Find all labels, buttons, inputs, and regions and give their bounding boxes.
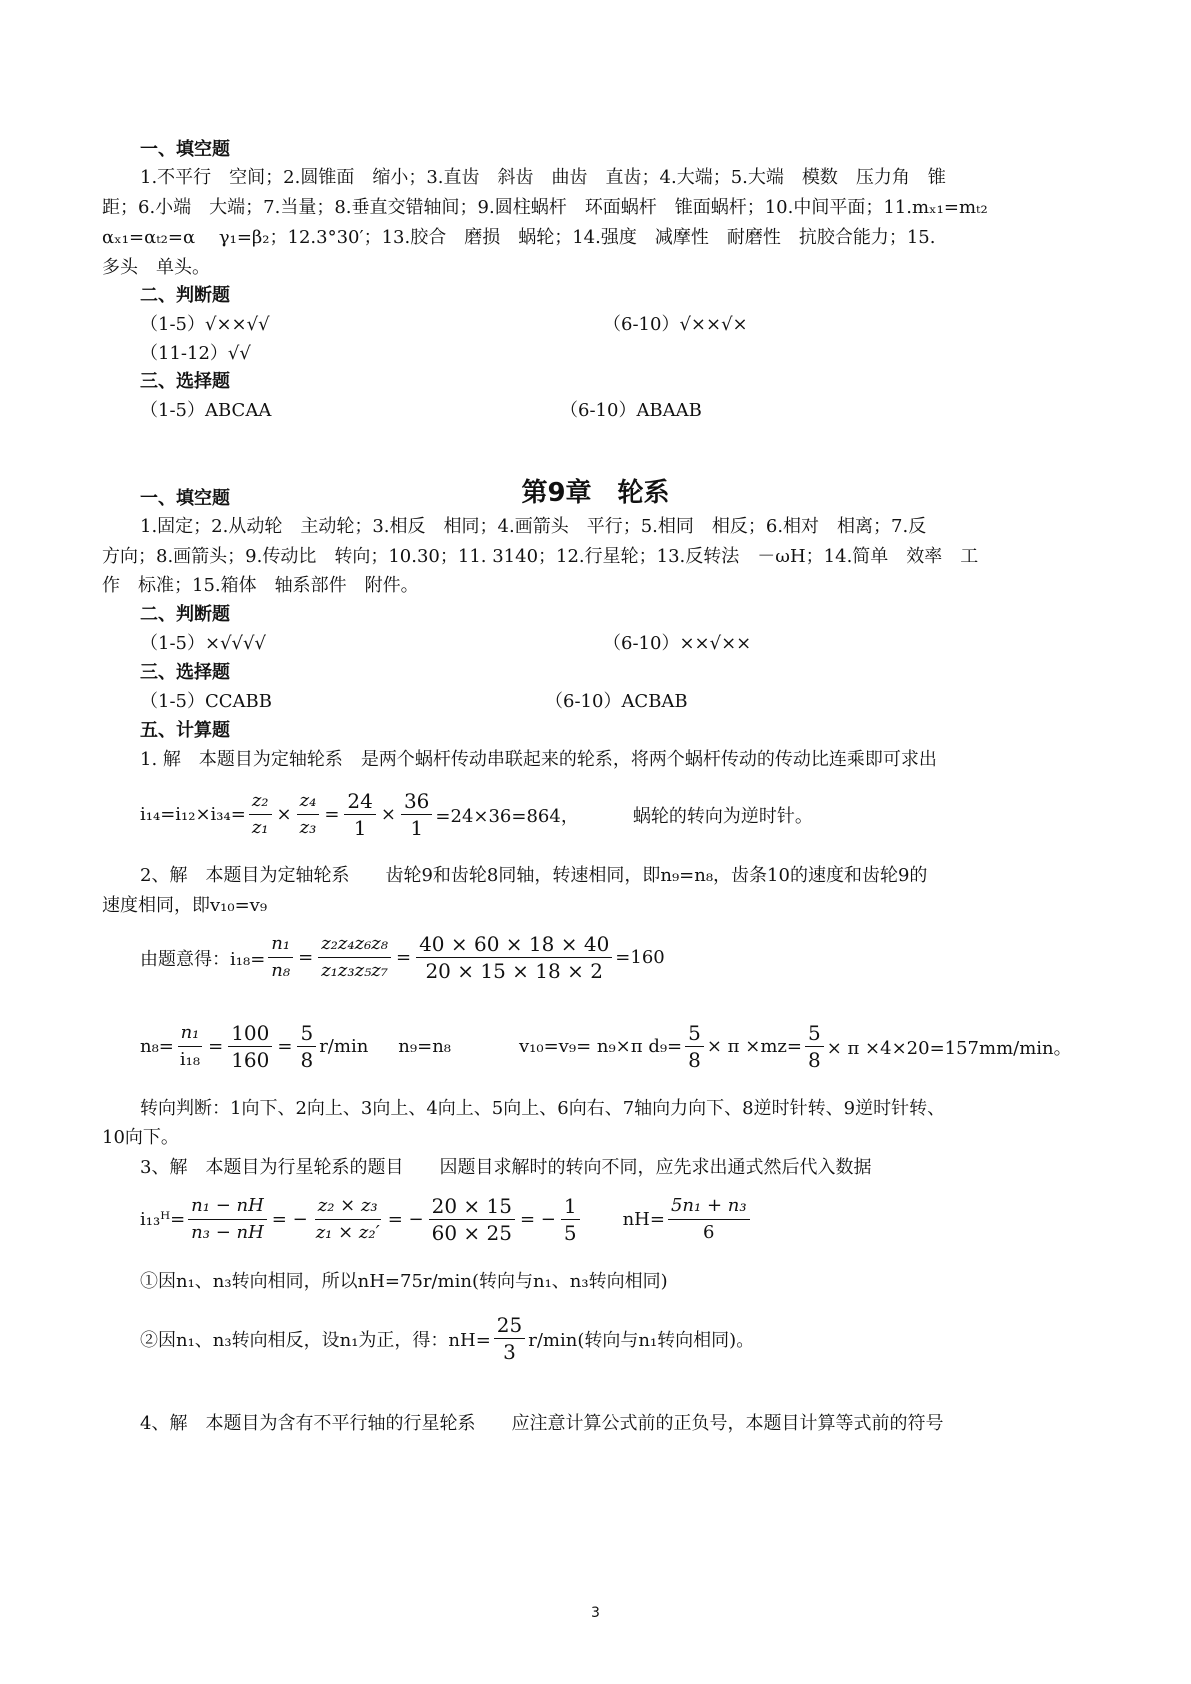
fraction: $\frac{36}{1}$ [401, 788, 432, 841]
section-heading-choice: 三、选择题 [140, 371, 230, 392]
section-heading-choice: 三、选择题 [140, 662, 230, 683]
judge-answer: （11-12）√√ [140, 343, 251, 364]
section-heading-fill: 一、填空题 [140, 139, 230, 160]
q4-text: 4、解 本题目为含有不平行轴的行星轮系 应注意计算公式前的正负号，本题目计算等式前的符号 [140, 1413, 944, 1434]
fraction: $\frac{\text{z₄}}{\text{z₃}}$ [297, 788, 320, 841]
fill-line: αₓ₁=αₜ₂=α γ₁=β₂；12.3°30′；13.胶合 磨损 蜗轮；14.强度 减摩性 耐磨性 抗胶合能力；15. [102, 227, 936, 248]
fraction: $\frac{\text{z₂}}{\text{z₁}}$ [249, 788, 272, 841]
fill-line: 1.固定；2.从动轮 主动轮；3.相反 相同；4.画箭头 平行；5.相同 相反；6.相对 相离；7.反 [140, 516, 927, 537]
section-heading-judge: 二、判断题 [140, 604, 230, 625]
q3-text: 3、解 本题目为行星轮系的题目 因题目求解时的转向不同，应先求出通式然后代入数据 [140, 1157, 872, 1178]
q1-note: 蜗轮的转向为逆时针。 [632, 805, 813, 827]
section-heading-fill: 一、填空题 [140, 488, 230, 509]
fraction: $\frac{\text{z₂z₄z₆z₈}}{\text{z₁z₃z₅z₇}}$ [318, 931, 391, 984]
fill-line: 距；6.小端 大端；7.当量；8.垂直交错轴间；9.圆柱蜗杆 环面蜗杆 锥面蜗杆；10.中间平面；11.mₓ₁=mₜ₂ [102, 197, 988, 218]
fraction: $\frac{\text{n₁}}{\text{i₁₈}}$ [177, 1020, 203, 1073]
q3-formula: i₁₃ᴴ= $\frac{\text{n₁ − nH}}{\text{n₃ − nH}}$ = − $\frac{\text{z₂ × z₃}}{\text{z₁ × z₂′}}$ = − $\frac{20 \times 15}{60 \times 25}$ = − $\frac{1}{5}$ nH= $\frac{\text{5n₁ + n₃}}{6}$ [140, 1193, 753, 1246]
fraction: $\frac{40 \times 60 \times 18 \times 40}{20 \times 15 \times 18 \times 2}$ [416, 931, 612, 984]
judge-answer: （1-5）√××√√ [140, 314, 270, 335]
fraction: $\frac{5}{8}$ [805, 1020, 824, 1073]
q2-formula-ratio: 由题意得：i₁₈= $\frac{\text{n₁}}{\text{n₈}}$ = $\frac{\text{z₂z₄z₆z₈}}{\text{z₁z₃z₅z₇}}$ = $\frac{40 \times 60 \times 18 \times 40}{20 \times 15 \times 18 \times 2}$ =160 [140, 932, 665, 983]
section-heading-calc: 五、计算题 [140, 720, 230, 741]
q3-case-2: ②因n₁、n₃转向相反，设n₁为正，得：nH= $\frac{25}{3}$ r/min(转向与n₁转向相同)。 [140, 1313, 755, 1364]
judge-answer: （6-10）√××√× [603, 314, 748, 335]
fraction: $\frac{\text{5n₁ + n₃}}{6}$ [668, 1193, 750, 1246]
fraction: $\frac{\text{n₁ − nH}}{\text{n₃ − nH}}$ [188, 1193, 267, 1246]
fraction: $\frac{100}{160}$ [228, 1020, 272, 1073]
q2-formula-speed: n₈= $\frac{\text{n₁}}{\text{i₁₈}}$ = $\frac{100}{160}$ = $\frac{5}{8}$ r/min n₉=n₈ v₁₀=v₉= n₉×π d₉= $\frac{5}{8}$ × π ×mz= $\frac{5}{8}$ × π ×4×20=157mm/min。 [140, 1021, 1072, 1072]
fill-line: 作 标准；15.箱体 轴系部件 附件。 [102, 575, 419, 596]
fraction: $\frac{24}{1}$ [344, 788, 375, 841]
q2-turn: 转向判断：1向下、2向上、3向上、4向上、5向上、6向右、7轴向力向下、8逆时针转、9逆时针转、 [140, 1098, 946, 1119]
fill-line: 1.不平行 空间；2.圆锥面 缩小；3.直齿 斜齿 曲齿 直齿；4.大端；5.大端 模数 压力角 锥 [140, 167, 946, 188]
q3-case-1: ①因n₁、n₃转向相同，所以nH=75r/min(转向与n₁、n₃转向相同) [140, 1271, 668, 1292]
q2-text: 速度相同，即v₁₀=v₉ [102, 895, 268, 916]
fraction: $\frac{1}{5}$ [561, 1193, 580, 1246]
section-heading-judge: 二、判断题 [140, 285, 230, 306]
q1-formula: i₁₄=i₁₂×i₃₄= $\frac{\text{z₂}}{\text{z₁}}$ × $\frac{\text{z₄}}{\text{z₃}}$ = $\frac{24}{1}$ × $\frac{36}{1}$ =24×36=864， 蜗轮的转向为逆时针。 [140, 789, 813, 840]
choice-answer: （6-10）ABAAB [560, 400, 702, 421]
fill-line: 方向；8.画箭头；9.传动比 转向；10.30；11. 3140；12.行星轮；13.反转法 －ωH；14.简单 效率 工 [102, 546, 979, 567]
fraction: $\frac{25}{3}$ [494, 1312, 525, 1365]
choice-answer: （1-5）CCABB [140, 691, 272, 712]
choice-answer: （1-5）ABCAA [140, 400, 272, 421]
judge-answer: （6-10）××√×× [603, 633, 752, 654]
fraction: $\frac{20 \times 15}{60 \times 25}$ [429, 1193, 515, 1246]
fraction: $\frac{\text{z₂ × z₃}}{\text{z₁ × z₂′}}$ [315, 1195, 380, 1243]
formula-lhs: i₁₄=i₁₂×i₃₄= [140, 804, 246, 825]
choice-answer: （6-10）ACBAB [545, 691, 688, 712]
chapter-title: 第9章 轮系 [521, 478, 670, 508]
q2-text: 2、解 本题目为定轴轮系 齿轮9和齿轮8同轴，转速相同，即n₉=n₈，齿条10的速度和齿轮9的 [140, 865, 928, 886]
fill-line: 多头 单头。 [102, 257, 210, 278]
fraction: $\frac{\text{n₁}}{\text{n₈}}$ [268, 931, 293, 984]
judge-answer: （1-5）×√√√√ [140, 633, 266, 654]
fraction: $\frac{5}{8}$ [297, 1020, 316, 1073]
fraction: $\frac{5}{8}$ [685, 1020, 704, 1073]
q1-text: 1. 解 本题目为定轴轮系 是两个蜗杆传动串联起来的轮系，将两个蜗杆传动的传动比连乘即可求出 [140, 749, 937, 770]
q2-turn: 10向下。 [102, 1127, 179, 1148]
page-number: 3 [591, 1605, 600, 1621]
